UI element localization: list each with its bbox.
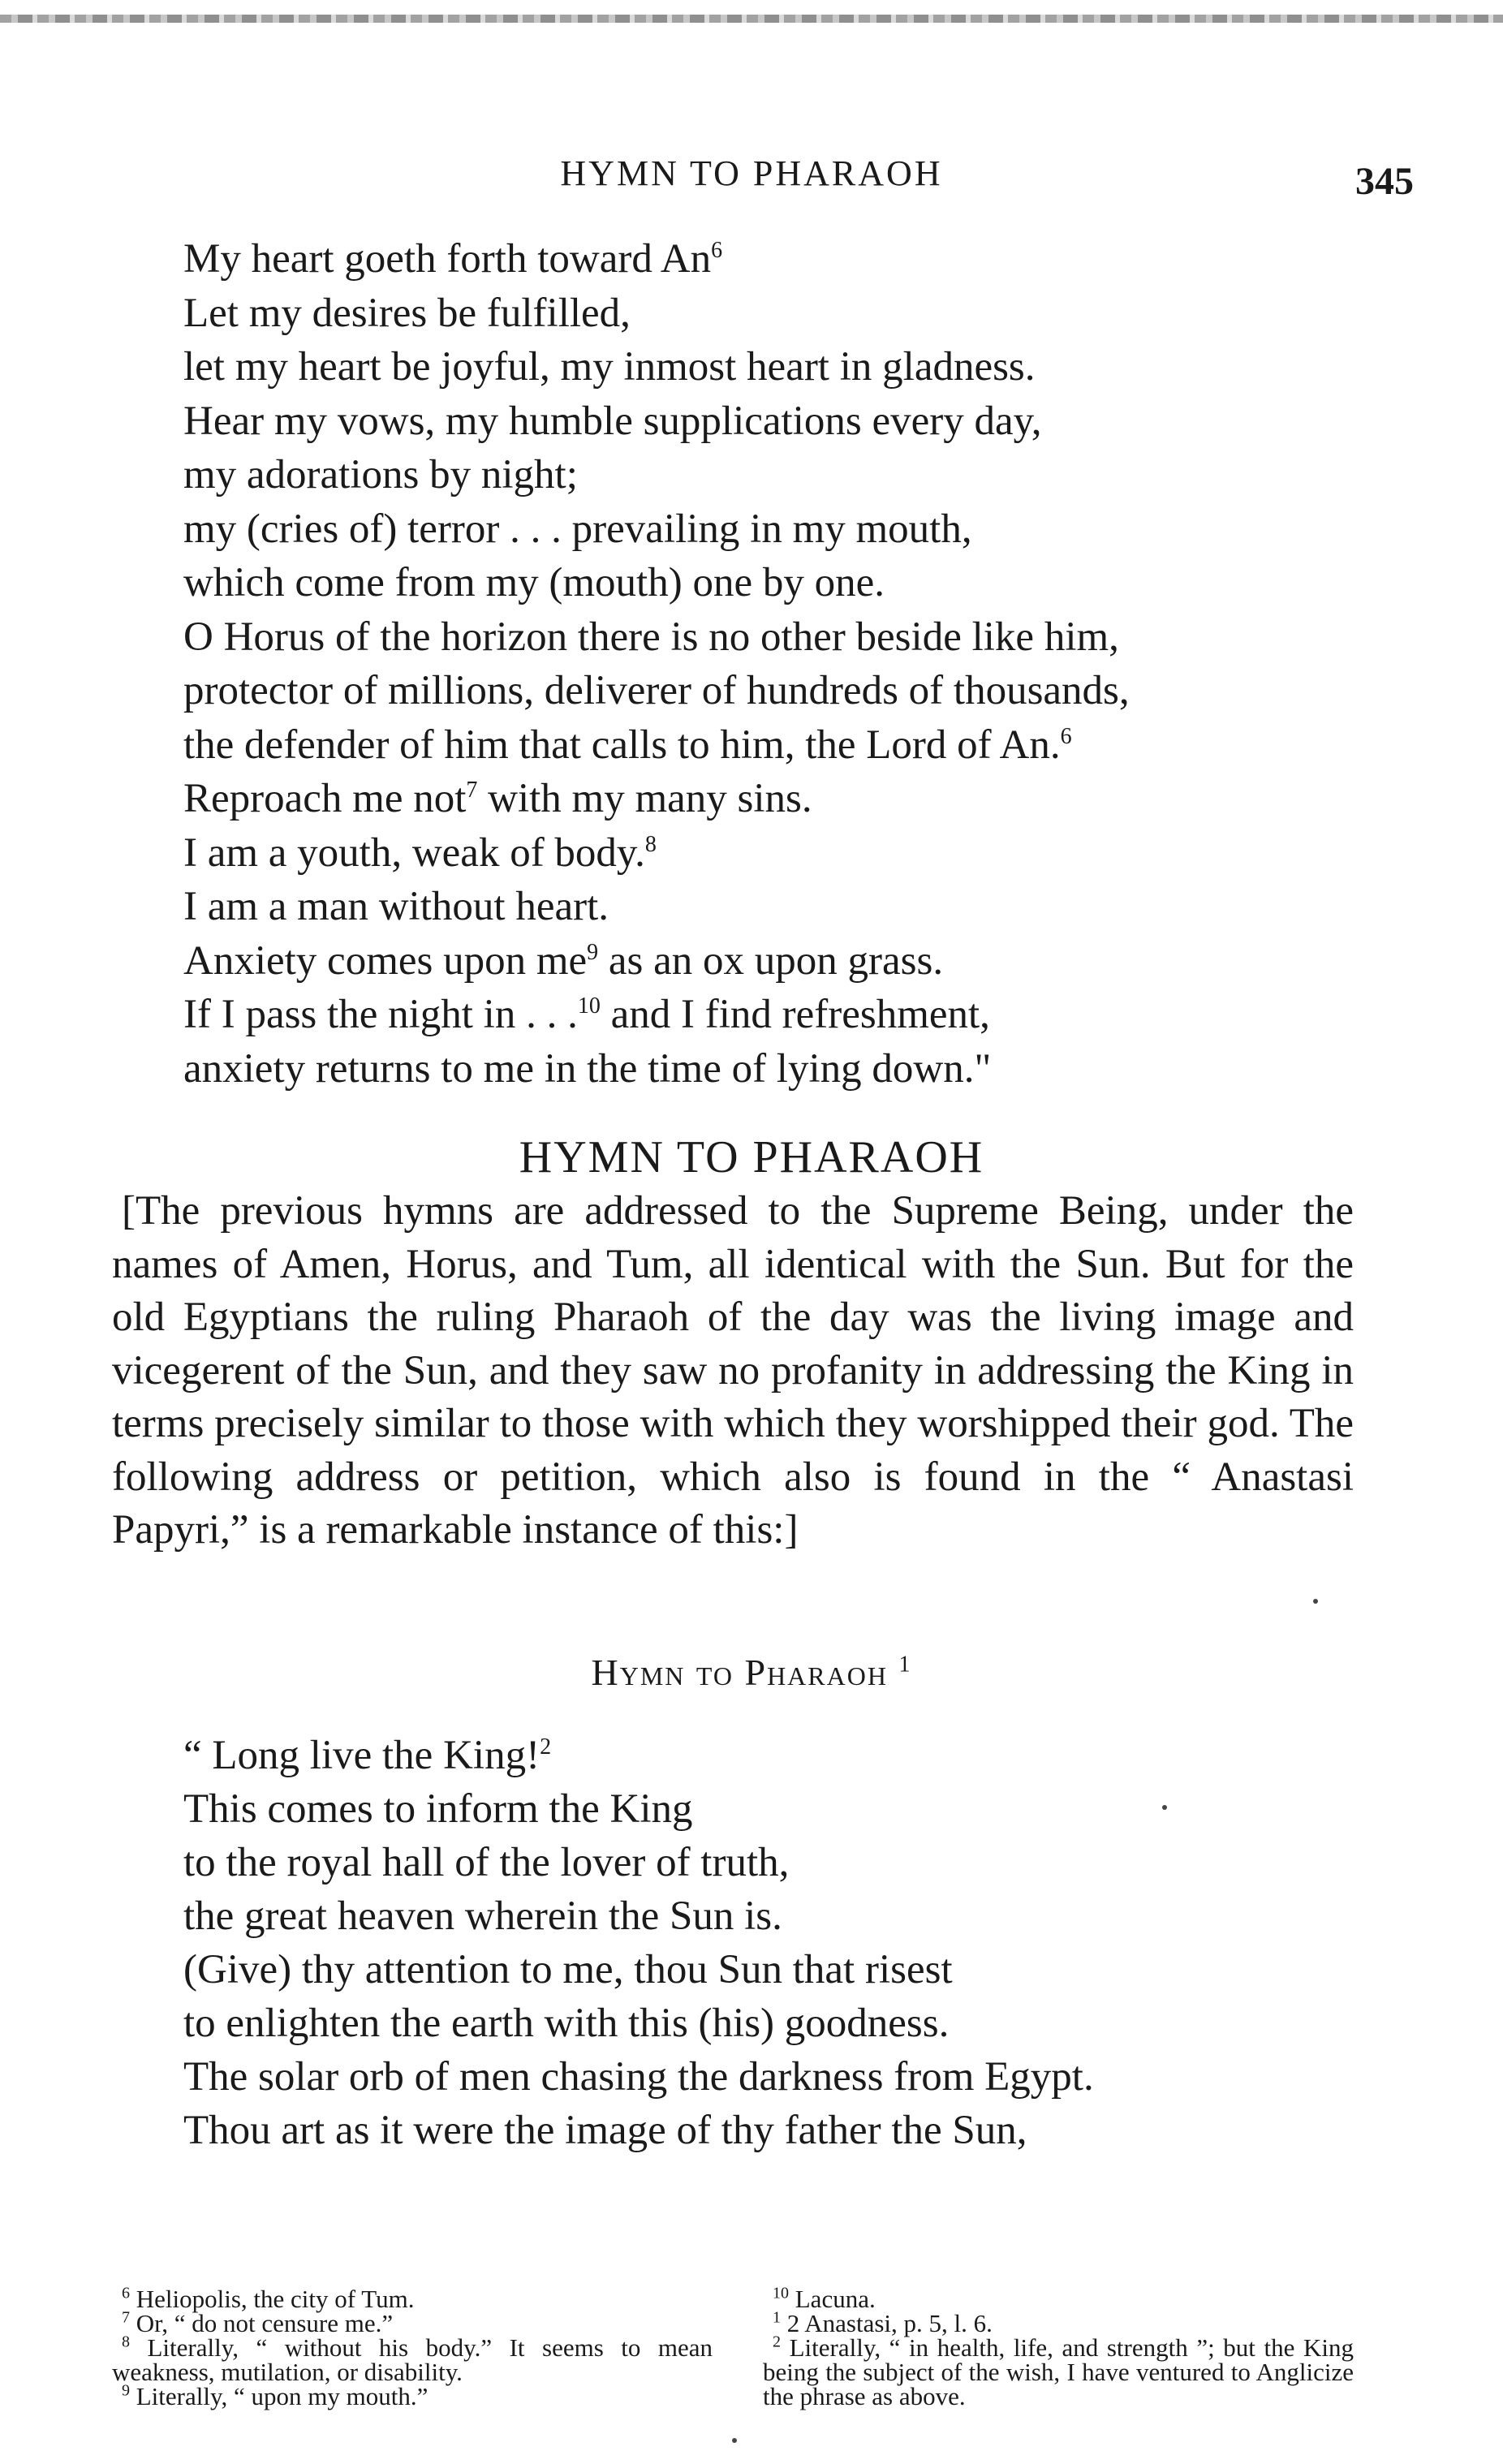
footnote-text: Lacuna. xyxy=(795,2285,876,2313)
footnote-text: Literally, “ upon my mouth.” xyxy=(136,2382,429,2410)
verse-text-main: anxiety returns to me in the time of lying down." xyxy=(183,1045,992,1092)
footnote-text: Literally, “ without his body.” It seems to mean weakness, mutilation, or disability. xyxy=(112,2333,713,2386)
verse-text-main: which come from my (mouth) one by one. xyxy=(183,560,885,605)
verse-text xyxy=(183,1946,953,1993)
verse-text-main: the great heaven wherein the Sun is. xyxy=(183,1893,782,1939)
footnote-mark: 2 xyxy=(773,2333,781,2351)
verse-footnote-mark: 2 xyxy=(540,1734,552,1760)
intro-paragraph xyxy=(112,1185,1354,1557)
verse-text xyxy=(183,991,990,1038)
verse-text xyxy=(183,235,722,282)
verse-text-main: protector of millions, deliverer of hundreds of thousands, xyxy=(183,668,1130,713)
verse-text-main: Hear my vows, my humble supplications every day, xyxy=(183,398,1042,444)
scan-speck xyxy=(1162,1805,1167,1810)
footnote xyxy=(112,2284,713,2313)
verse-text-main: the defender of him that calls to him, the Lord of An. xyxy=(183,722,1061,768)
verse-text xyxy=(183,343,1036,390)
verse-text xyxy=(183,1045,991,1092)
verse-text-main: Let my desires be fulfilled, xyxy=(183,290,631,336)
subsection-title xyxy=(0,1651,1503,1694)
running-title: HYMN TO PHARAOH xyxy=(560,153,943,193)
footnote-mark: 9 xyxy=(122,2381,130,2400)
verse-text-main: let my heart be joyful, my inmost heart in gladness. xyxy=(183,344,1036,390)
footnote xyxy=(112,2308,713,2337)
footnotes-right xyxy=(763,2284,1354,2410)
footnote xyxy=(112,2381,713,2410)
footnote-mark: 10 xyxy=(773,2284,789,2302)
verse-footnote-mark: 9 xyxy=(587,939,599,965)
footnote-text: Literally, “ in health, life, and strength ”; but the King being the subject of the wish, I have ventured to Anglicize the phrase as above. xyxy=(763,2333,1354,2410)
verse-footnote-mark: 7 xyxy=(466,778,478,803)
footnote-mark: 8 xyxy=(122,2333,130,2351)
verse-text-after: as an ox upon grass. xyxy=(598,937,944,984)
footnote xyxy=(763,2333,1354,2410)
verse-text-main: My heart goeth forth toward An xyxy=(183,236,712,282)
verse-text-main: I am a youth, weak of body. xyxy=(183,829,645,876)
verse-text-main: The solar orb of men chasing the darkness from Egypt. xyxy=(183,2054,1094,2100)
verse-text xyxy=(183,883,609,930)
verse-footnote-mark: 6 xyxy=(711,238,723,263)
subsection-footnote-mark: 1 xyxy=(898,1652,912,1678)
footnote-mark: 6 xyxy=(122,2284,130,2302)
verse-footnote-mark: 6 xyxy=(1060,723,1072,749)
page-number: 345 xyxy=(1355,160,1414,203)
footnote-mark: 1 xyxy=(773,2308,781,2327)
scan-top-edge xyxy=(0,15,1503,23)
footnote xyxy=(763,2284,1354,2313)
footnote-text: Heliopolis, the city of Tum. xyxy=(136,2285,415,2313)
footnote xyxy=(112,2333,713,2386)
verse-text-main: “ Long live the King! xyxy=(183,1733,540,1778)
verse-text xyxy=(183,290,631,337)
scan-speck xyxy=(732,2438,737,2443)
verse-text-after: and I find refreshment, xyxy=(600,992,990,1037)
section-title: HYMN TO PHARAOH xyxy=(519,1132,984,1182)
verse-footnote-mark: 10 xyxy=(577,993,601,1019)
verse-text-main: my (cries of) terror . . . prevailing in my mouth, xyxy=(183,506,972,552)
verse-text xyxy=(183,506,972,553)
verse-text-main: to enlighten the earth with this (his) goodness. xyxy=(183,2001,950,2046)
verse-text-main: O Horus of the horizon there is no other beside like him, xyxy=(183,614,1119,660)
verse-text xyxy=(183,667,1130,714)
verse-text xyxy=(183,2053,1094,2100)
verse-text-main: to the royal hall of the lover of truth, xyxy=(183,1840,790,1885)
verse-text xyxy=(183,451,578,498)
verse-text xyxy=(183,559,885,606)
verse-text-main: my adorations by night; xyxy=(183,452,578,498)
verse-text xyxy=(183,937,943,984)
footnote-mark: 7 xyxy=(122,2308,130,2327)
footnote xyxy=(763,2308,1354,2337)
verse-text-main: If I pass the night in . . . xyxy=(183,992,578,1037)
footnote-text: Or, “ do not censure me.” xyxy=(136,2309,394,2337)
verse-text xyxy=(183,722,1072,769)
verse-text-main: Thou art as it were the image of thy father the Sun, xyxy=(183,2108,1027,2153)
intro-text: [The previous hymns are addressed to the Supreme Being, under the names of Amen, Horus, and Tum, all identical with the Sun. But for the old Egyptians the ruling Pharaoh of the day was the living image and vicegerent of the Sun, and they saw no profanity in addressing the King in terms precisely similar to those with which they worshipped their god. The following address or petition, which also is found in the “ Anastasi Papyri,” is a remarkable instance of this:] xyxy=(112,1188,1354,1553)
scan-speck xyxy=(1313,1599,1318,1604)
verse-text-main: Reproach me not xyxy=(183,776,467,821)
verse-text xyxy=(183,1786,693,1833)
footnotes-left xyxy=(112,2284,713,2410)
verse-footnote-mark: 8 xyxy=(644,831,657,857)
verse-text xyxy=(183,1839,789,1886)
verse-text xyxy=(183,398,1042,445)
verse-text xyxy=(183,775,812,822)
verse-text xyxy=(183,614,1119,661)
verse-text xyxy=(183,2000,949,2047)
verse-text xyxy=(183,2107,1027,2154)
verse-text-main: This comes to inform the King xyxy=(183,1786,693,1832)
subsection-title-text: Hymn to Pharaoh xyxy=(591,1652,888,1693)
verse-text-main: I am a man without heart. xyxy=(183,884,609,929)
verse-text-after: with my many sins. xyxy=(477,776,812,821)
verse-text xyxy=(183,1732,551,1779)
verse-text-main: Anxiety comes upon me xyxy=(183,937,588,984)
footnote-text: 2 Anastasi, p. 5, l. 6. xyxy=(786,2309,993,2337)
running-head xyxy=(0,148,1503,203)
verse-text xyxy=(183,1893,782,1940)
verse-text-main: (Give) thy attention to me, thou Sun that risest xyxy=(183,1947,953,1992)
verse-text xyxy=(183,829,657,877)
